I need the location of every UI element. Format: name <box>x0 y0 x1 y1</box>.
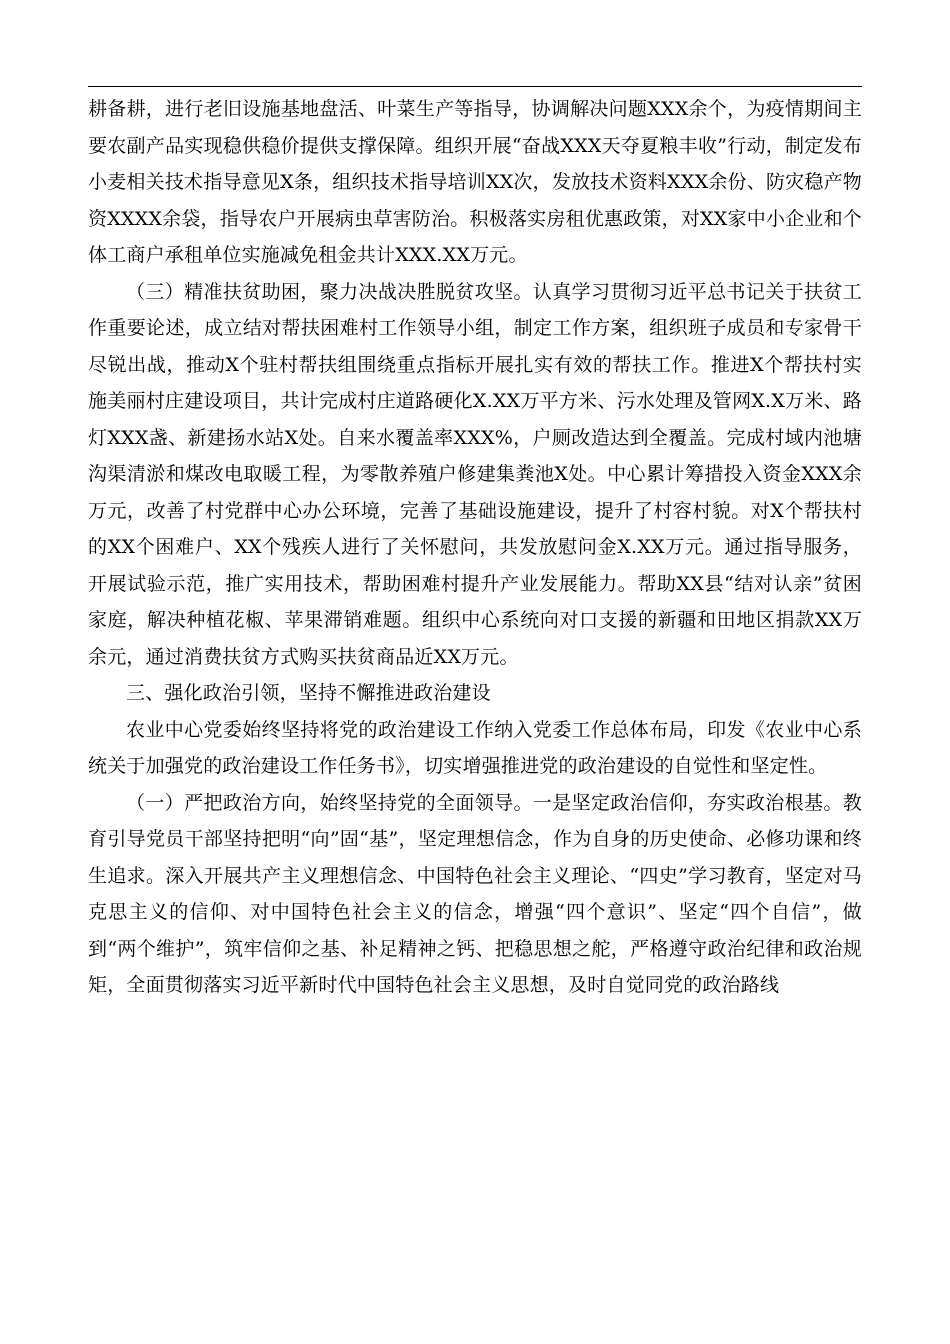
paragraph-poverty-alleviation: （三）精准扶贫助困，聚力决战决胜脱贫攻坚。认真学习贯彻习近平总书记关于扶贫工作重要论述，成立结对帮扶困难村工作领导小组，制定工作方案，组织班子成员和专家骨干尽锐出战，推动X个驻村帮扶组围绕重点指标开展扎实有效的帮扶工作。推进X个帮扶村实施美丽村庄建设项目，共计完成村庄道路硬化X.XX万平方米、污水处理及管网X.X万米、路灯XXX盏、新建扬水站X处。自来水覆盖率XXX%，户厕改造达到全覆盖。完成村域内池塘沟渠清淤和煤改电取暖工程，为零散养殖户修建集粪池X处。中心累计筹措投入资金XXX余万元，改善了村党群中心办公环境，完善了基础设施建设，提升了村容村貌。对X个帮扶村的XX个困难户、XX个残疾人进行了关怀慰问，共发放慰问金X.XX万元。通过指导服务，开展试验示范，推广实用技术，帮助困难村提升产业发展能力。帮助XX县“结对认亲”贫困家庭，解决种植花椒、苹果滞销难题。组织中心系统向对口支援的新疆和田地区捐款XX万余元，通过消费扶贫方式购买扶贫商品近XX万元。 <box>88 280 862 668</box>
paragraph-continuation: 耕备耕，进行老旧设施基地盘活、叶菜生产等指导，协调解决问题XXX余个，为疫情期间主要农副产品实现稳供稳价提供支撑保障。组织开展“奋战XXX天夺夏粮丰收”行动，制定发布小麦相关技术指导意见X条，组织技术指导培训XX次，发放技术资料XXX余份、防灾稳产物资XXXX余袋，指导农户开展病虫草害防治。积极落实房租优惠政策，对XX家中小企业和个体工商户承租单位实施减免租金共计XXX.XX万元。 <box>88 98 862 266</box>
document-body <box>88 91 862 1004</box>
header-rule <box>88 86 862 87</box>
section-heading-political-guidance: 三、强化政治引领，坚持不懈推进政治建设 <box>126 682 491 704</box>
paragraph-political-construction: 农业中心党委始终坚持将党的政治建设工作纳入党委工作总体布局，印发《农业中心系统关于加强党的政治建设工作任务书》，切实增强推进党的政治建设的自觉性和坚定性。 <box>88 718 862 777</box>
paragraph-political-direction: （一）严把政治方向，始终坚持党的全面领导。一是坚定政治信仰，夯实政治根基。教育引导党员干部坚持把明“向”固“基”，坚定理想信念，作为自身的历史使命、必修功课和终生追求。深入开展共产主义理想信念、中国特色社会主义理论、“四史”学习教育，坚定对马克思主义的信仰、对中国特色社会主义的信念，增强“四个意识”、坚定“四个自信”，做到“两个维护”，筑牢信仰之基、补足精神之钙、把稳思想之舵，严格遵守政治纪律和政治规矩，全面贯彻落实习近平新时代中国特色社会主义思想，及时自觉同党的政治路线 <box>88 791 862 996</box>
